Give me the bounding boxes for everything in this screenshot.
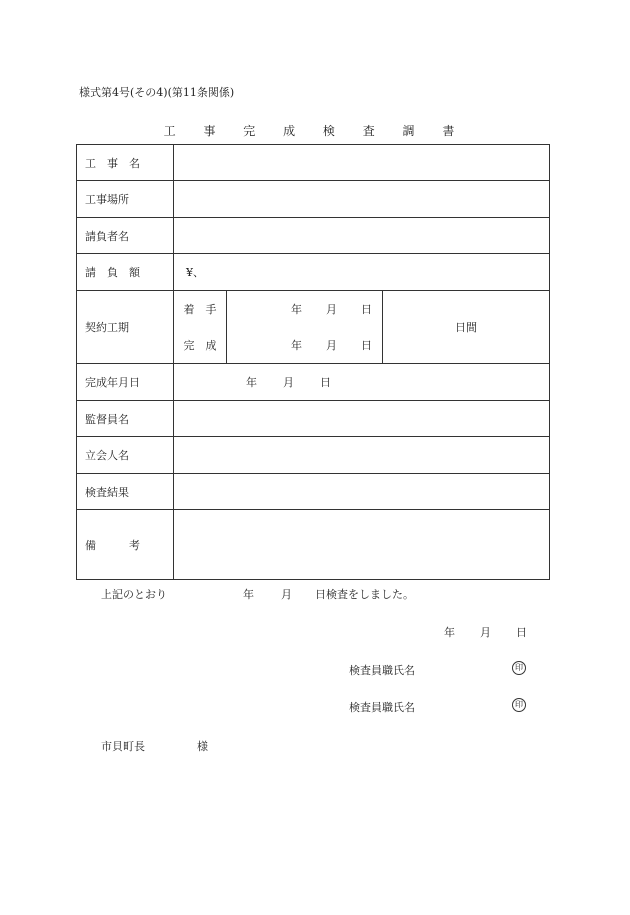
row-remarks [77, 510, 550, 580]
row-supervisor [77, 401, 550, 437]
field-work-name[interactable] [174, 145, 550, 181]
field-completion-date[interactable]: 年 月 日 [174, 364, 550, 401]
label-contractor: 請負者名 [77, 218, 174, 254]
issue-year: 年 [444, 626, 455, 639]
label-contract-amount: 請 負 額 [77, 254, 174, 291]
label-finish: 完 成 [183, 339, 217, 352]
label-witness: 立会人名 [77, 437, 174, 474]
inspector-label-1: 検査員職氏名 [349, 664, 415, 677]
label-inspection-result: 検査結果 [77, 474, 174, 510]
row-work-name [77, 145, 550, 181]
field-inspection-result[interactable] [174, 474, 550, 510]
label-work-place: 工事場所 [77, 181, 174, 218]
label-start: 着 手 [183, 303, 217, 316]
label-supervisor: 監督員名 [77, 401, 174, 437]
row-contract-period [77, 291, 550, 364]
row-work-place [77, 181, 550, 218]
document-title: 工 事 完 成 検 査 調 書 [163, 124, 467, 138]
inspector-label-2: 検査員職氏名 [349, 701, 415, 714]
row-witness [77, 437, 550, 474]
seal-1: 印 [512, 660, 526, 675]
field-supervisor[interactable] [174, 401, 550, 437]
statement-prefix: 上記のとおり [101, 588, 167, 601]
row-completion-date [77, 364, 550, 401]
form-number: 様式第4号(その4)(第11条関係) [79, 86, 235, 99]
finish-date-field[interactable]: 年 月 日 [291, 339, 372, 352]
field-witness[interactable] [174, 437, 550, 474]
row-contractor [77, 218, 550, 254]
field-work-place[interactable] [174, 181, 550, 218]
label-completion-date: 完成年月日 [77, 364, 174, 401]
field-duration[interactable] [383, 291, 549, 363]
label-work-name: 工 事 名 [77, 145, 174, 181]
honorific: 様 [197, 740, 208, 753]
issue-month: 月 [480, 626, 491, 639]
inspection-form-table [76, 144, 550, 580]
field-contract-amount[interactable]: ¥、 [174, 254, 550, 291]
start-date-field[interactable]: 年 月 日 [291, 303, 372, 316]
row-inspection-result [77, 474, 550, 510]
addressee: 市貝町長 [101, 740, 145, 753]
row-contract-amount [77, 254, 550, 291]
field-contractor[interactable] [174, 218, 550, 254]
label-remarks: 備 考 [77, 510, 174, 580]
issue-day: 日 [516, 626, 527, 639]
statement-suffix: 日検査をしました。 [315, 588, 414, 601]
label-contract-period: 契約工期 [77, 291, 174, 364]
field-remarks[interactable] [174, 510, 550, 580]
seal-2: 印 [512, 697, 526, 712]
label-days: 日間 [455, 321, 477, 334]
